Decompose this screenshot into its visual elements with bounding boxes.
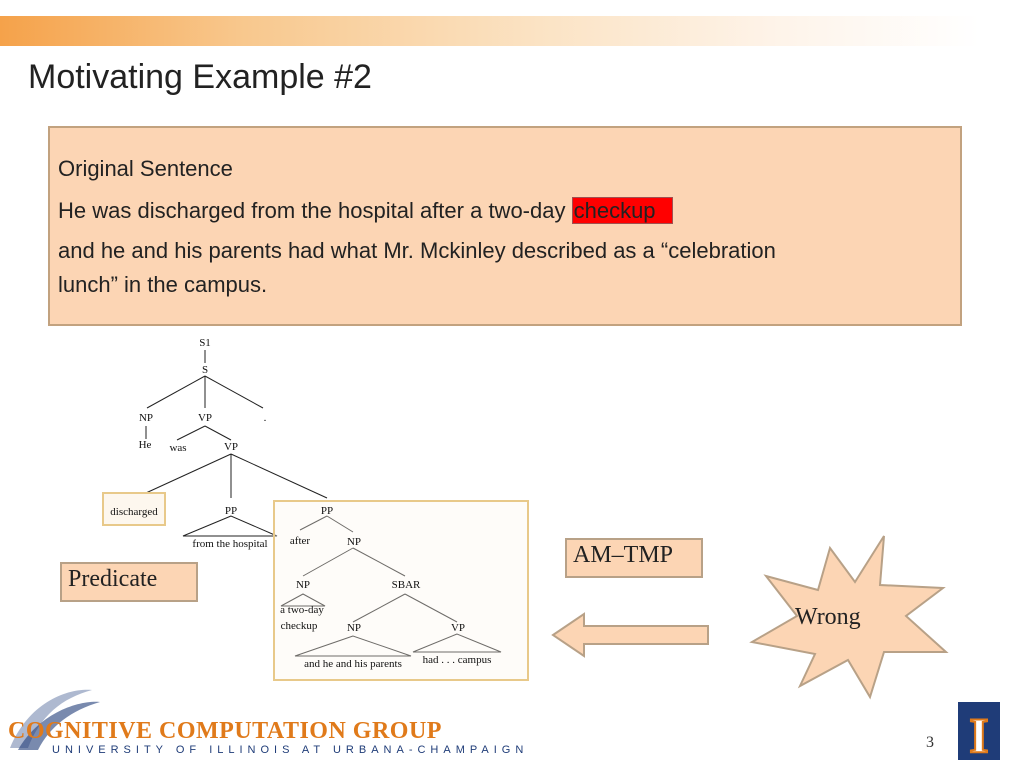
- predicate-label: Predicate: [60, 562, 198, 602]
- highlighted-word: checkup: [572, 197, 673, 224]
- node-vp-mid: VP: [223, 441, 239, 453]
- sentence-line-2: and he and his parents had what Mr. Mckinley described as a “celebration: [58, 238, 776, 263]
- leaf-a-two-day: a two-day: [280, 604, 324, 616]
- page-number: 3: [926, 734, 934, 751]
- node-np-mid: NP: [346, 536, 362, 548]
- leaf-he: He: [138, 439, 152, 451]
- sentence-line-1-text: He was discharged from the hospital after a two-day: [58, 198, 572, 223]
- logo-subtitle: UNIVERSITY OF ILLINOIS AT URBANA-CHAMPAIGN: [52, 744, 529, 756]
- leaf-was: was: [169, 442, 187, 454]
- node-vp-sbar: VP: [450, 622, 466, 634]
- leaf-had-campus: had . . . campus: [422, 654, 492, 666]
- logo-title: COGNITIVE COMPUTATION GROUP: [8, 718, 442, 744]
- am-tmp-label: AM–TMP: [565, 538, 703, 578]
- wrong-label: Wrong: [795, 604, 861, 630]
- illinois-block-i-letter: I: [969, 707, 989, 763]
- left-arrow-icon: [553, 614, 708, 656]
- node-period: .: [263, 412, 267, 424]
- node-np-low: NP: [295, 579, 311, 591]
- node-vp-top: VP: [197, 412, 213, 424]
- node-pp-2: PP: [320, 505, 334, 517]
- leaf-from-the-hospital: from the hospital: [192, 538, 268, 550]
- node-pp-1: PP: [224, 505, 238, 517]
- node-np-sbar: NP: [346, 622, 362, 634]
- node-s: S: [201, 364, 209, 376]
- node-s1: S1: [199, 337, 211, 349]
- sentence-line-3: lunch” in the campus.: [58, 272, 268, 297]
- leaf-he-and-his-parents: and he and his parents: [304, 658, 402, 670]
- leaf-checkup: checkup: [280, 620, 318, 632]
- node-sbar: SBAR: [391, 579, 421, 591]
- sentence-heading: Original Sentence: [58, 156, 233, 181]
- slide-title: Motivating Example #2: [28, 58, 372, 96]
- node-np-top: NP: [138, 412, 154, 424]
- leaf-discharged: discharged: [110, 506, 158, 518]
- leaf-after: after: [289, 535, 311, 547]
